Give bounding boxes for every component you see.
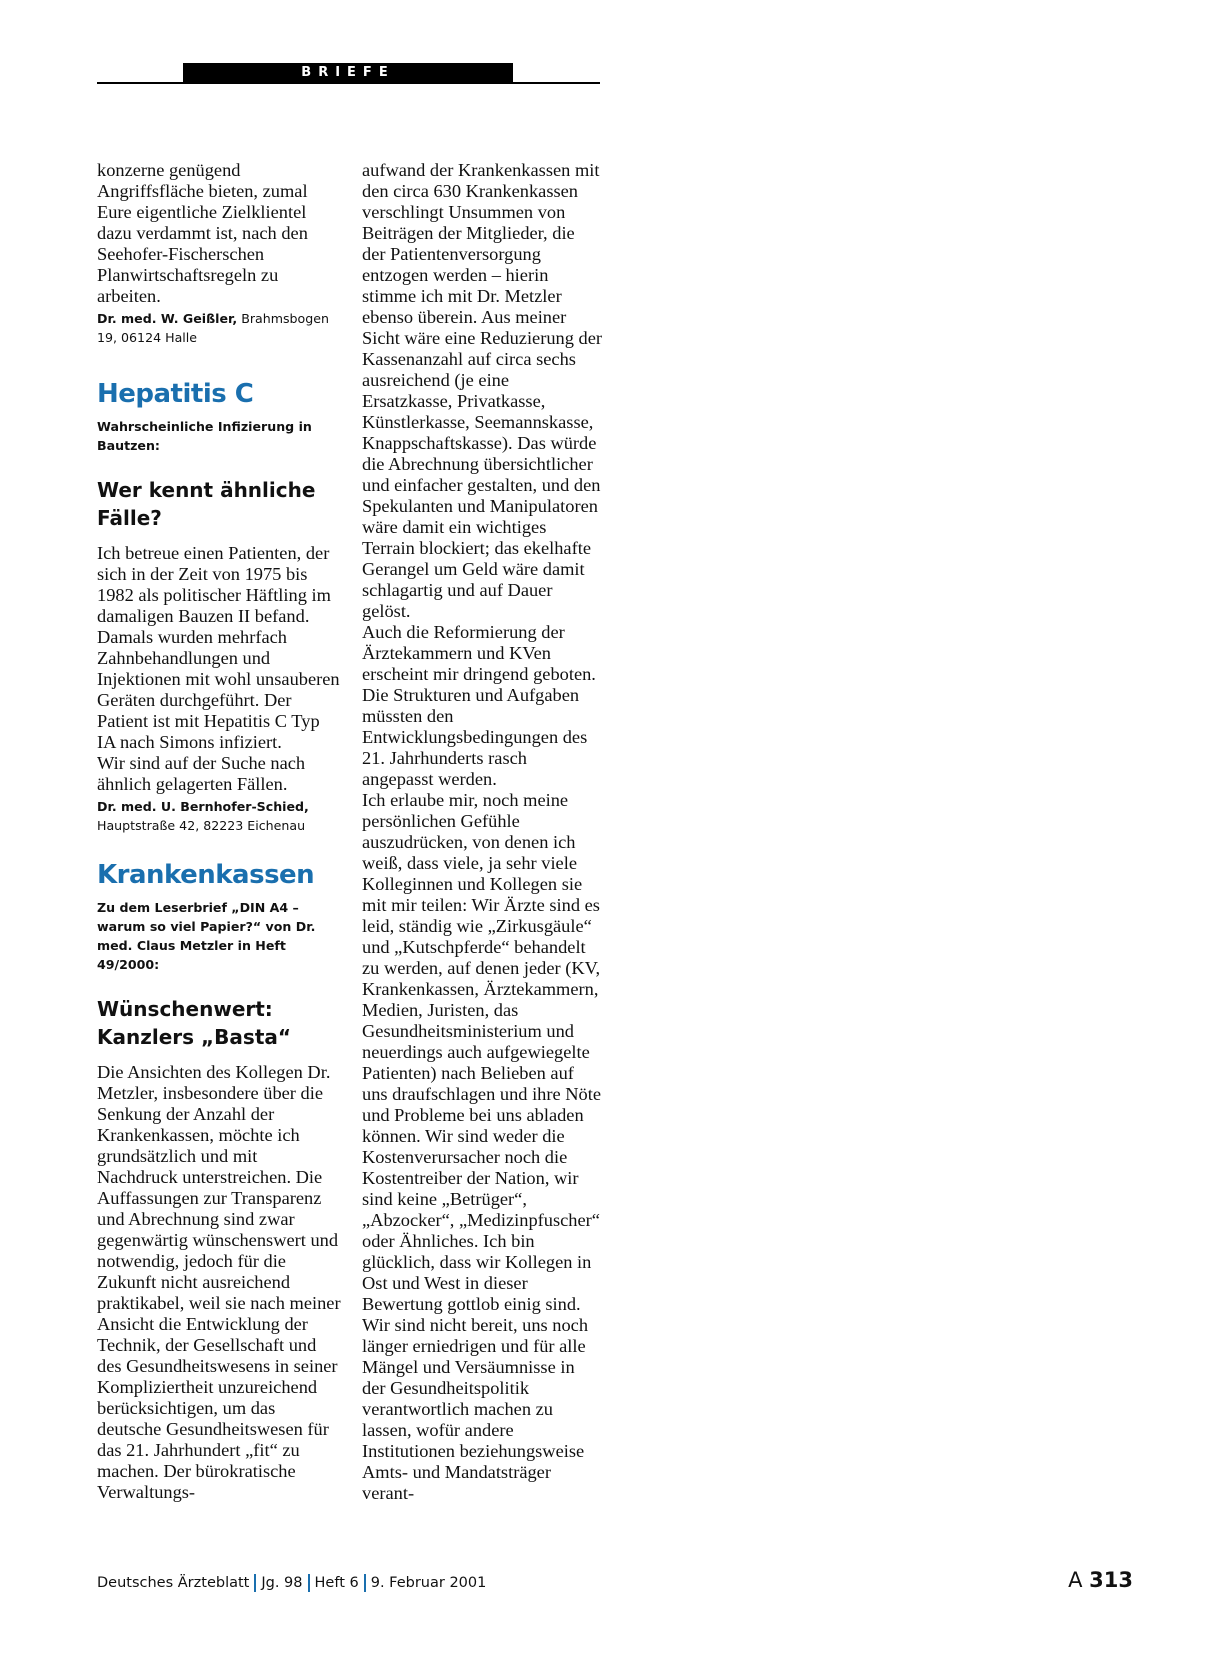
journal-name: Deutsches Ärzteblatt <box>97 1575 250 1591</box>
signature-name: Dr. med. W. Geißler, <box>97 311 238 326</box>
column-left <box>97 160 342 1503</box>
page-prefix: A <box>1068 1568 1083 1592</box>
paragraph: konzerne genügend Angriffsfläche bieten, zumal Eure eigentliche Zielklientel dazu verdammt ist, nach den Seehofer-Fischerschen Planwirtschaftsregeln zu arbeiten. <box>97 160 308 306</box>
signature-address: Hauptstraße 42, 82223 Eichenau <box>97 818 306 833</box>
signature <box>97 309 342 347</box>
section-header: BRIEFE <box>183 63 513 83</box>
signature-name: Dr. med. U. Bernhofer-Schied, <box>97 799 309 814</box>
volume: Jg. 98 <box>261 1575 303 1591</box>
letter-headline: Wer kennt ähnliche Fälle? <box>97 478 316 530</box>
paragraph: Die Ansichten des Kollegen Dr. Metzler, insbesondere über die Senkung der Anzahl der Krankenkassen, möchte ich grundsätzlich und mit Nachdruck unterstreichen. Die Auffassungen zur Transparenz und Abrechnung sind zwar gegenwärtig wünschenswert und notwendig, jedoch für die Zukunft nicht ausreichend praktikabel, weil sie nach meiner Ansicht die Entwicklung der Technik, der Gesellschaft und des Gesundheitswesens in seiner Kompliziertheit unzureichend berücksichtigen, um das deutsche Gesundheitswesen für das 21. Jahrhundert „fit“ zu machen. Der bürokratische Verwaltungs- <box>97 1062 341 1502</box>
paragraph: Ich erlaube mir, noch meine persönlichen Gefühle auszudrücken, von denen ich weiß, dass viele, ja sehr viele Kolleginnen und Kollegen sie mit mir teilen: Wir Ärzte sind es leid, ständig wie „Zirkusgäule“ und „Kutschpferde“ behandelt zu werden, auf denen jeder (KV, Krankenkassen, Ärztekammern, Medien, Juristen, das Gesundheitsministerium und neuerdings auch aufgewiegelte Patienten) nach Belieben auf uns draufschlagen und ihre Nöte und Probleme bei uns abladen können. Wir sind weder die Kostenverursacher noch die Kostentreiber der Nation, wir sind keine „Betrüger“, „Abzocker“, „Medizinpfuscher“ oder Ähnliches. Ich bin glücklich, dass wir Kollegen in Ost und West in dieser Bewertung gottlob einig sind. Wir sind nicht bereit, uns noch länger erniedrigen und für alle Mängel und Versäumnisse in der Gesundheitspolitik verantwortlich machen zu lassen, wofür andere Institutionen beziehungsweise Amts- und Mandatsträger verant- <box>362 790 602 1503</box>
section-title-krankenkassen: Krankenkassen <box>97 860 315 890</box>
separator <box>254 1574 256 1592</box>
separator <box>364 1574 366 1592</box>
issue: Heft 6 <box>314 1575 359 1591</box>
signature <box>97 797 342 835</box>
page-number <box>1068 1568 1133 1592</box>
paragraph: Ich betreue einen Patienten, der sich in der Zeit von 1975 bis 1982 als politischer Häftling im damaligen Bauzen II befand. Damals wurden mehrfach Zahnbehandlungen und Injektionen mit wohl unsauberen Geräten durchgeführt. Der Patient ist mit Hepatitis C Typ IA nach Simons infiziert. <box>97 543 340 752</box>
page-number-value: 313 <box>1089 1568 1133 1592</box>
separator <box>308 1574 310 1592</box>
paragraph: Wir sind auf der Suche nach ähnlich gelagerten Fällen. <box>97 753 306 794</box>
section-subhead: Wahrscheinliche Infizierung in Bautzen: <box>97 419 312 453</box>
signature-address: Brahmsbogen 19, 06124 Halle <box>97 311 329 345</box>
paragraph: Auch die Reformierung der Ärztekammern und KVen erscheint mir dringend geboten. Die Strukturen und Aufgaben müssten den Entwicklungsbedingungen des 21. Jahrhunderts rasch angepasst werden. <box>362 622 596 789</box>
column-right <box>362 160 602 1504</box>
section-title-hepatitis: Hepatitis C <box>97 379 254 409</box>
letter-headline: Wünschenwert: Kanzlers „Basta“ <box>97 997 292 1049</box>
date: 9. Februar 2001 <box>370 1575 487 1591</box>
footer <box>97 1574 486 1592</box>
paragraph: aufwand der Krankenkassen mit den circa 630 Krankenkassen verschlingt Unsummen von Beiträgen der Mitglieder, die der Patientenversorgung entzogen werden – hierin stimme ich mit Dr. Metzler ebenso überein. Aus meiner Sicht wäre eine Reduzierung der Kassenanzahl auf circa sechs ausreichend (je eine Ersatzkasse, Privatkasse, Künstlerkasse, Seemannskasse, Knappschaftskasse). Das würde die Abrechnung übersichtlicher und einfacher gestalten, und den Spekulanten und Manipulatoren wäre damit ein wichtiges Terrain blockiert; das ekelhafte Gerangel um Geld wäre damit schlagartig und auf Dauer gelöst. <box>362 160 603 621</box>
section-subhead: Zu dem Leserbrief „DIN A4 – warum so viel Papier?“ von Dr. med. Claus Metzler in Heft 49/2000: <box>97 900 316 972</box>
